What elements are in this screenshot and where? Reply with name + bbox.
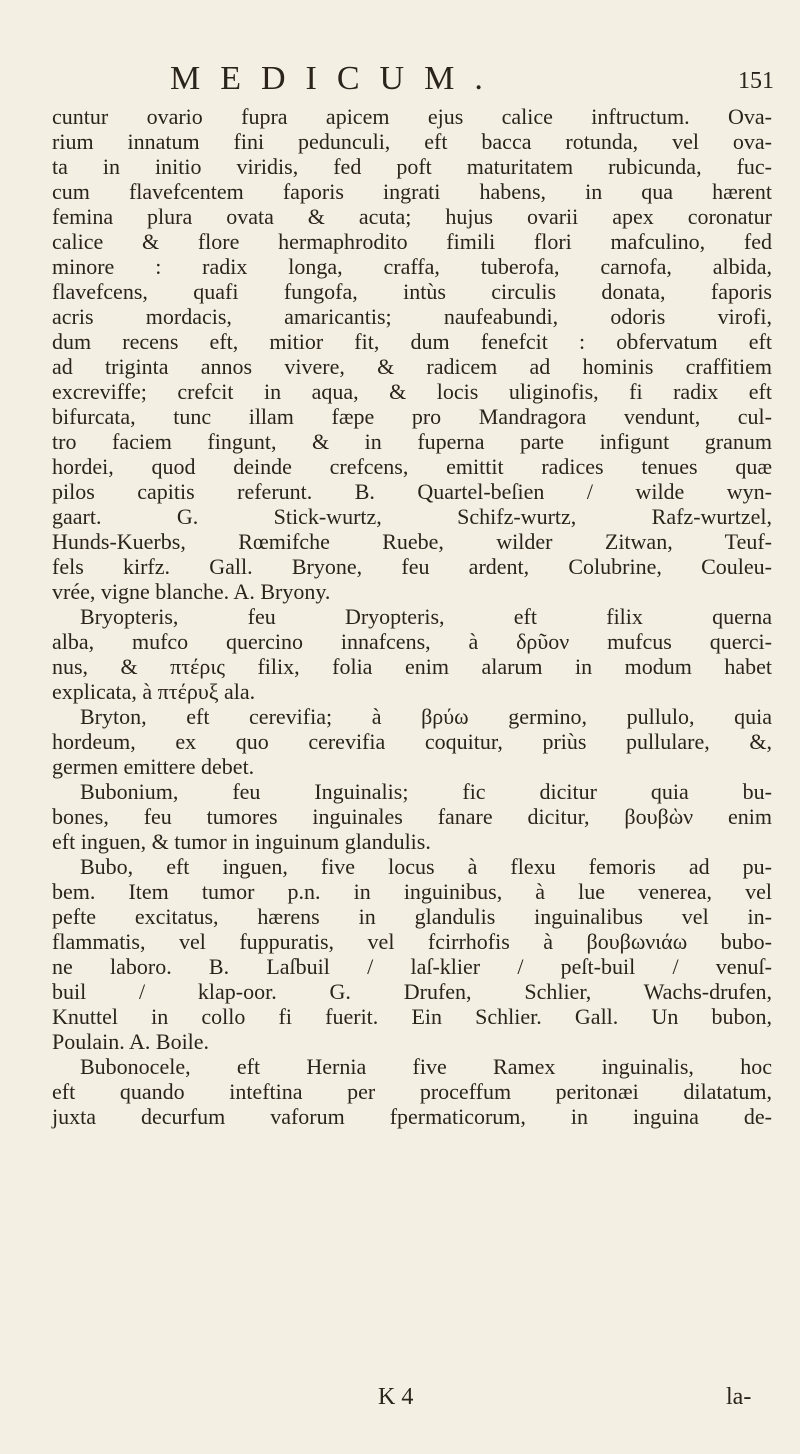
page-number: 151 — [738, 68, 774, 94]
text-line: bem. Item tumor p.n. in inguinibus, à lue venerea, vel — [52, 879, 772, 904]
text-line: pilos capitis referunt. B. Quartel-beſien / wilde wyn- — [52, 479, 772, 504]
text-line: Poulain. A. Boile. — [52, 1029, 210, 1054]
running-title: MEDICUM. — [170, 60, 503, 97]
signature-mark: K 4 — [378, 1384, 414, 1410]
text-line: explicata, à πτέρυξ ala. — [52, 679, 256, 704]
text-line: cuntur ovario fupra apicem ejus calice inftructum. Ova- — [52, 104, 772, 129]
text-line: buil / klap-oor. G. Drufen, Schlier, Wachs-drufen, — [52, 979, 772, 1004]
text-line: calice & flore hermaphrodito fimili flori mafculino, fed — [52, 229, 772, 254]
text-line: pefte excitatus, hærens in glandulis inguinalibus vel in- — [52, 904, 772, 929]
text-line: tro faciem fingunt, & in fuperna parte infigunt granum — [52, 429, 772, 454]
text-line: flammatis, vel fuppuratis, vel fcirrhofis à βουβωνιάω bubo- — [52, 929, 772, 954]
text-line: ad triginta annos vivere, & radicem ad hominis craffitiem — [52, 354, 772, 379]
body-text — [52, 104, 772, 1129]
text-line: Bubonocele, eft Hernia five Ramex inguinalis, hoc — [80, 1054, 772, 1079]
text-line: ta in initio viridis, fed poft maturitatem rubicunda, fuc- — [52, 154, 772, 179]
text-line: Bubonium, feu Inguinalis; fic dicitur quia bu- — [80, 779, 772, 804]
text-line: ne laboro. B. Laſbuil / laſ-klier / peſt-buil / venuſ- — [52, 954, 772, 979]
text-line: Bubo, eft inguen, five locus à flexu femoris ad pu- — [80, 854, 772, 879]
text-line: fels kirfz. Gall. Bryone, feu ardent, Colubrine, Couleu- — [52, 554, 772, 579]
text-line: acris mordacis, amaricantis; naufeabundi, odoris virofi, — [52, 304, 772, 329]
text-line: dum recens eft, mitior fit, dum fenefcit : obfervatum eft — [52, 329, 772, 354]
text-line: nus, & πτέρις filix, folia enim alarum in modum habet — [52, 654, 772, 679]
text-line: cum flavefcentem faporis ingrati habens, in qua hærent — [52, 179, 772, 204]
text-line: gaart. G. Stick-wurtz, Schifz-wurtz, Rafz-wurtzel, — [52, 504, 772, 529]
text-line: hordei, quod deinde crefcens, emittit radices tenues quæ — [52, 454, 772, 479]
text-line: rium innatum fini pedunculi, eft bacca rotunda, vel ova- — [52, 129, 772, 154]
text-line: minore : radix longa, craffa, tuberofa, carnofa, albida, — [52, 254, 772, 279]
text-line: hordeum, ex quo cerevifia coquitur, priùs pullulare, &, — [52, 729, 772, 754]
text-line: bones, feu tumores inguinales fanare dicitur, βουβὼν enim — [52, 804, 772, 829]
text-line: alba, mufco quercino innafcens, à δρῦον mufcus querci- — [52, 629, 772, 654]
text-line: Knuttel in collo fi fuerit. Ein Schlier. Gall. Un bubon, — [52, 1004, 772, 1029]
text-line: juxta decurfum vaforum fpermaticorum, in inguina de- — [52, 1104, 772, 1129]
page-header — [0, 60, 800, 100]
text-line: femina plura ovata & acuta; hujus ovarii apex coronatur — [52, 204, 772, 229]
page-footer — [0, 1384, 800, 1414]
text-line: eft inguen, & tumor in inguinum glandulis. — [52, 829, 431, 854]
text-line: Bryton, eft cerevifia; à βρύω germino, pullulo, quia — [80, 704, 772, 729]
text-line: bifurcata, tunc illam fæpe pro Mandragora vendunt, cul- — [52, 404, 772, 429]
catchword: la- — [726, 1384, 752, 1410]
text-line: excreviffe; crefcit in aqua, & locis uliginofis, fi radix eft — [52, 379, 772, 404]
text-line: Bryopteris, feu Dryopteris, eft filix querna — [80, 604, 772, 629]
text-line: Hunds-Kuerbs, Rœmifche Ruebe, wilder Zitwan, Teuf- — [52, 529, 772, 554]
text-line: flavefcens, quafi fungofa, intùs circulis donata, faporis — [52, 279, 772, 304]
text-line: eft quando inteftina per proceffum peritonæi dilatatum, — [52, 1079, 772, 1104]
text-line: germen emittere debet. — [52, 754, 255, 779]
text-line: vrée, vigne blanche. A. Bryony. — [52, 579, 331, 604]
